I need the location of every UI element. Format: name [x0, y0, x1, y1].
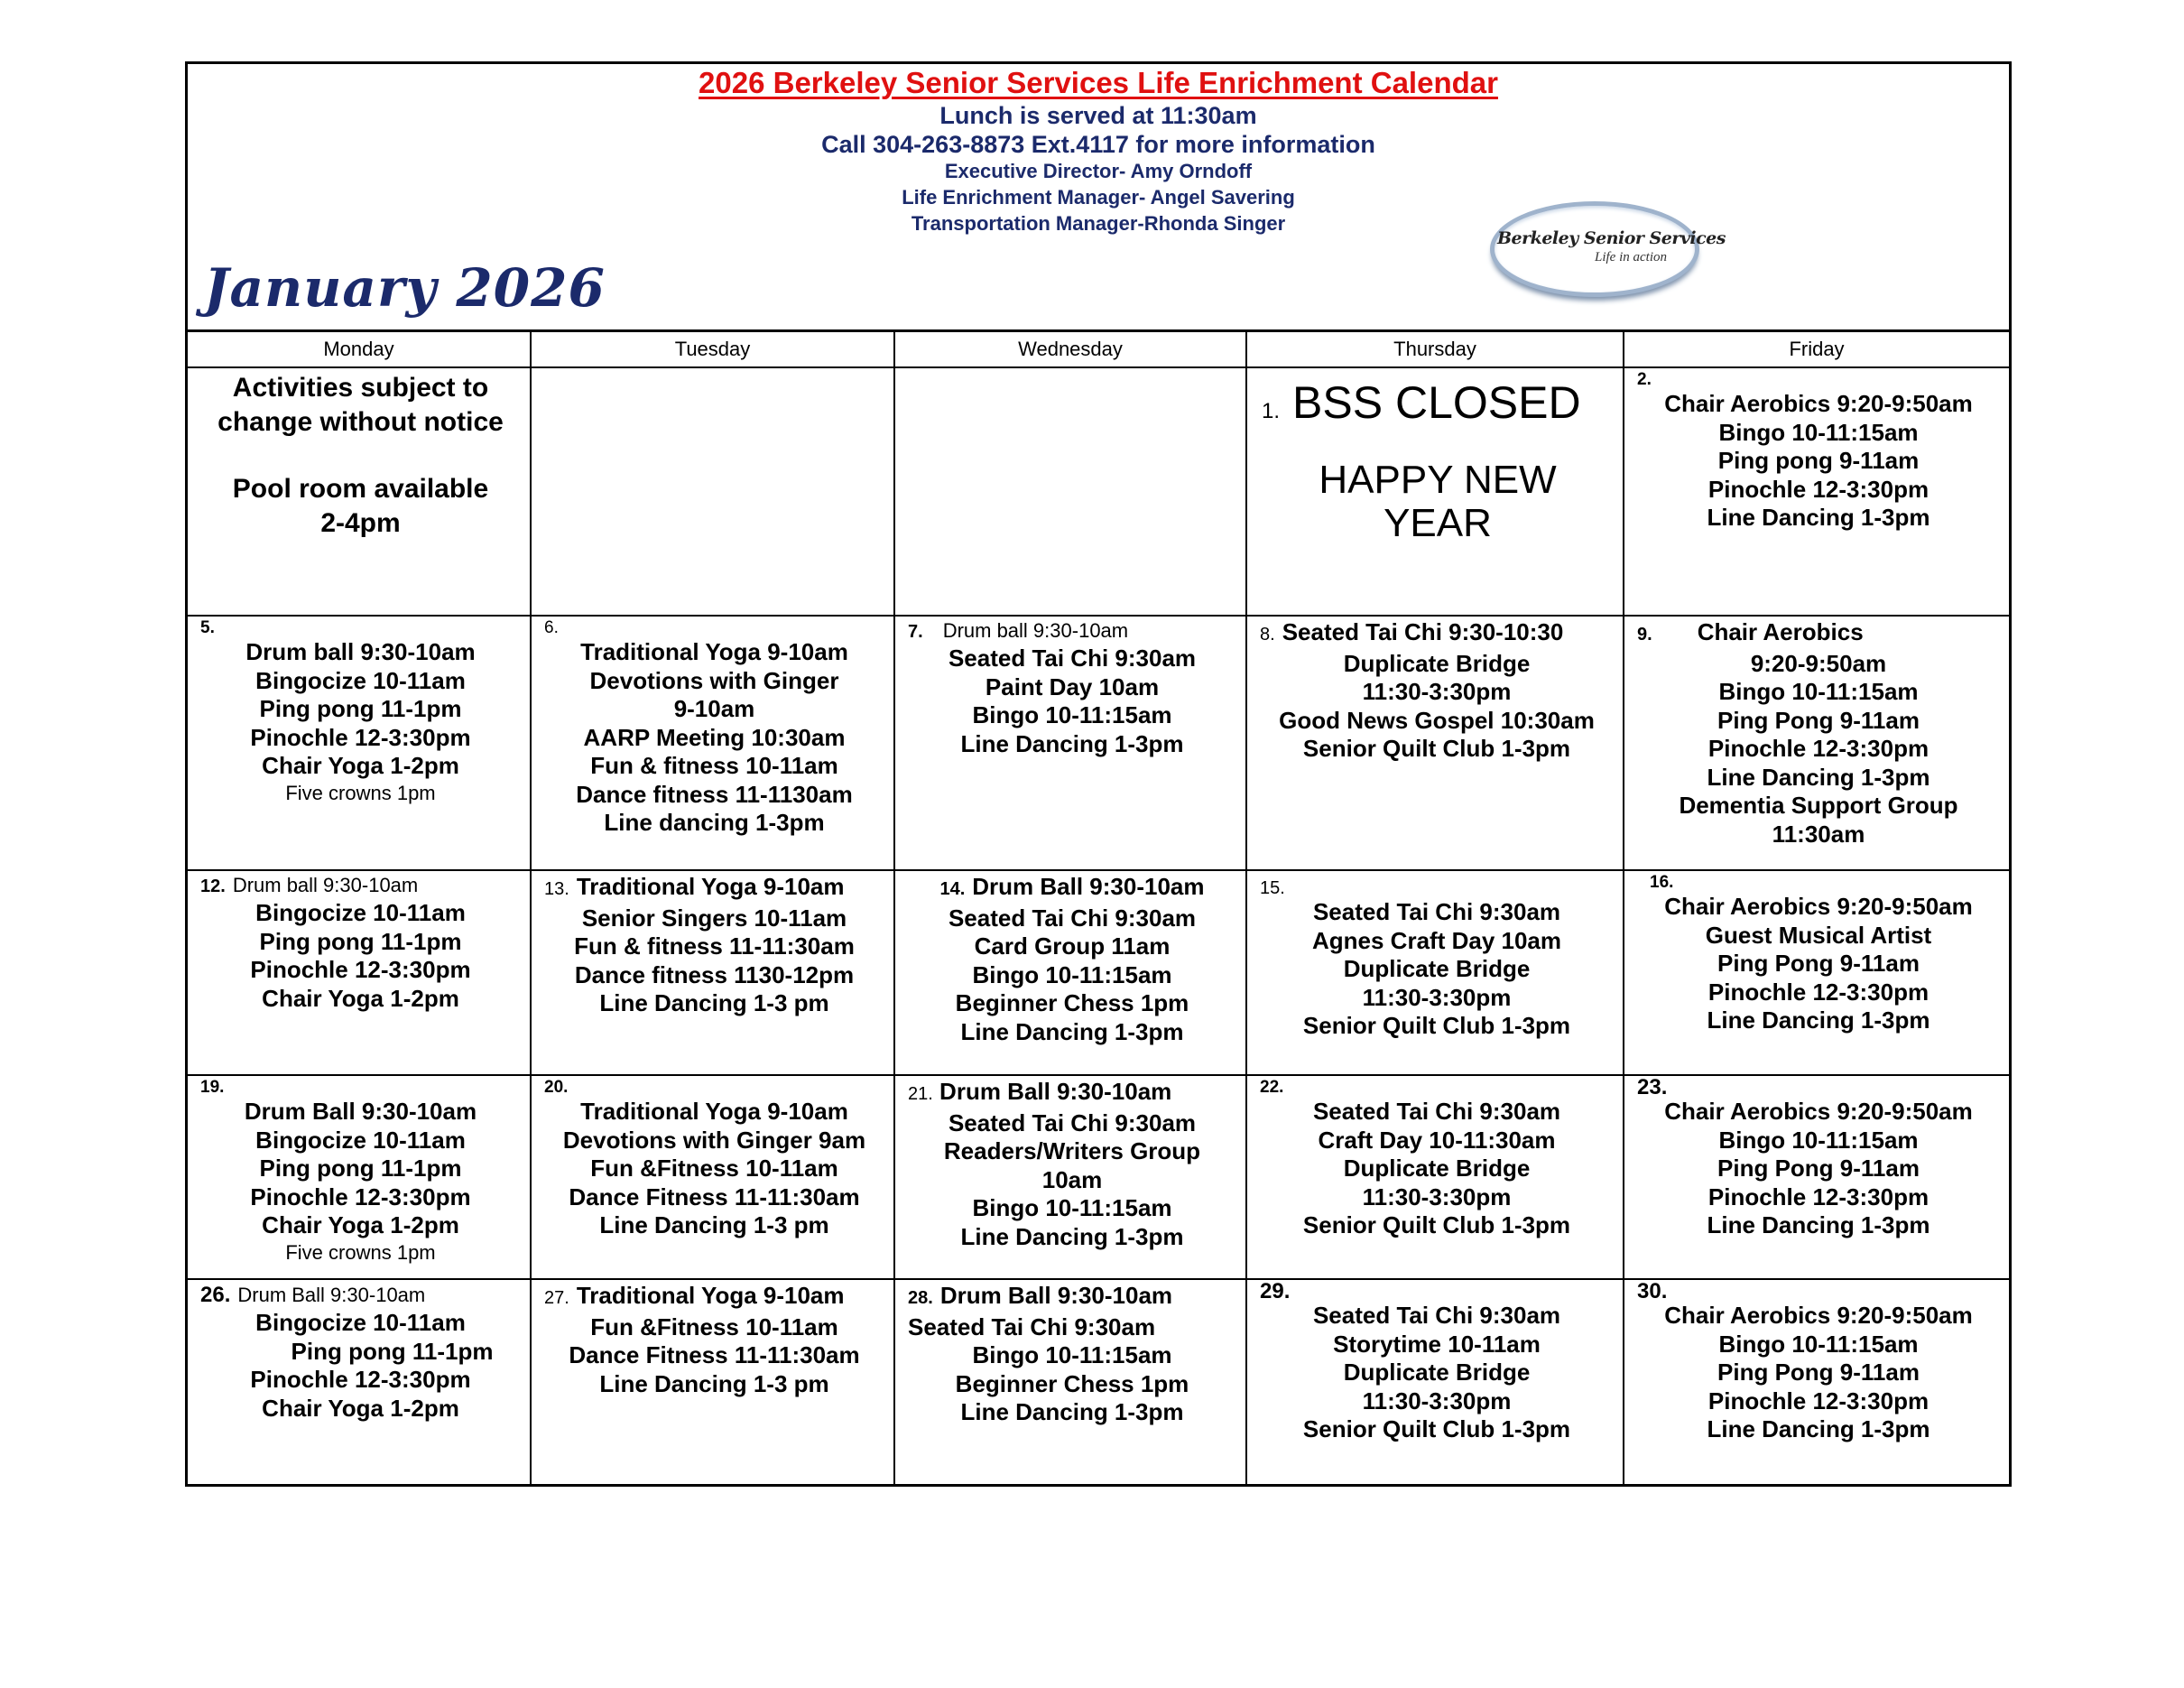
activity: Bingocize 10-11am [255, 666, 466, 694]
activity: Senior Singers 10-11am [581, 904, 847, 932]
day-number: 2. [1637, 370, 1652, 389]
activity: Devotions with Ginger [589, 666, 839, 694]
day-cell-6 [531, 616, 894, 870]
day-number: 30. [1637, 1279, 1668, 1303]
activity: AARP Meeting 10:30am [583, 723, 846, 751]
activity: Chair Aerobics 9:20-9:50am [1664, 390, 1973, 417]
activity: Traditional Yoga 9-10am [580, 638, 848, 665]
day-cell-20 [531, 1075, 894, 1279]
day-number: 8. [1260, 625, 1275, 645]
activity: Ping pong 11-1pm [259, 1155, 462, 1182]
executive-director: Executive Director- Amy Orndoff [944, 160, 1253, 182]
activity: Duplicate Bridge [1343, 1155, 1531, 1182]
empty-day-cell [894, 367, 1246, 616]
activity-text: Drum ball 9:30-10am [232, 874, 419, 896]
activity: Seated Tai Chi 9:30am [948, 1108, 1197, 1136]
day-number: 28. [908, 1288, 933, 1308]
activity: Devotions with Ginger 9am [562, 1126, 866, 1154]
notice-text: change without notice [217, 407, 504, 437]
activity: Duplicate Bridge [1343, 1359, 1531, 1386]
activity: Line Dancing 1-3pm [960, 729, 1184, 757]
day-cell-28 [894, 1279, 1246, 1486]
day-cell-21 [894, 1075, 1246, 1279]
activity: Senior Quilt Club 1-3pm [1302, 1415, 1571, 1442]
activity: Seated Tai Chi 9:30am [908, 1312, 1156, 1340]
day-number: 9. [1637, 625, 1652, 645]
activity: 11:30-3:30pm [1362, 678, 1512, 705]
day-number: 23. [1637, 1075, 1668, 1099]
activity: Bingo 10-11:15am [1718, 678, 1919, 705]
activity: Bingocize 10-11am [255, 1126, 466, 1154]
activity: Fun &Fitness 10-11am [590, 1312, 838, 1340]
activity: Pinochle 12-3:30pm [1707, 1387, 1930, 1414]
activity: Ping pong 11-1pm [259, 695, 462, 722]
activity: 11:30-3:30pm [1362, 983, 1512, 1011]
day-number: 13. [544, 879, 569, 899]
day-number: 16. [1650, 873, 1674, 892]
activity: Dance fitness 1130-12pm [574, 960, 855, 988]
activity [200, 1282, 521, 1309]
activity: Line Dancing 1-3 pm [599, 1211, 829, 1238]
pool-room-text: Pool room available [232, 474, 489, 504]
day-number: 26. [200, 1283, 231, 1307]
day-number: 20. [544, 1078, 569, 1097]
activity: Dance Fitness 11-11:30am [569, 1341, 860, 1368]
activity: Ping Pong 9-11am [1717, 1359, 1920, 1386]
day-number: 19. [200, 1078, 225, 1097]
activity: Chair Aerobics 9:20-9:50am [1664, 1302, 1973, 1329]
day-cell-5 [188, 616, 531, 870]
activity: Pinochle 12-3:30pm [1707, 978, 1930, 1006]
activity: Bingocize 10-11am [255, 899, 466, 926]
activity: Dance fitness 11-1130am [576, 780, 853, 808]
activity: Seated Tai Chi 9:30am [948, 904, 1197, 932]
activity-text: Drum ball 9:30-10am [942, 619, 1129, 642]
activity: Line dancing 1-3pm [604, 809, 825, 836]
day-cell-2 [1624, 367, 2009, 616]
activity-text: Drum Ball 9:30-10am [939, 1282, 1173, 1309]
activity: Ping Pong 9-11am [1717, 950, 1920, 977]
day-cell-9 [1624, 616, 2009, 870]
day-number: 27. [544, 1288, 569, 1308]
week-row [188, 367, 2009, 616]
activity: Pinochle 12-3:30pm [1707, 1183, 1930, 1210]
contact-info: Call 304-263-8873 Ext.4117 for more information [821, 131, 1375, 158]
weekday-tuesday: Tuesday [531, 331, 894, 368]
activity: Line Dancing 1-3pm [960, 1398, 1184, 1425]
activity: Agnes Craft Day 10am [1312, 926, 1561, 954]
activity: Pinochle 12-3:30pm [250, 1366, 471, 1393]
day-number: 1. [1262, 399, 1281, 423]
activity: Line Dancing 1-3pm [1707, 504, 1930, 531]
activity: Seated Tai Chi 9:30am [1312, 1302, 1561, 1329]
day-cell-23 [1624, 1075, 2009, 1279]
activity: 11:30am [1772, 820, 1865, 848]
activity: Craft Day 10-11:30am [1318, 1126, 1556, 1154]
activity [544, 873, 884, 904]
activity: Drum ball 9:30-10am [245, 638, 476, 665]
activity: Seated Tai Chi 9:30am [1312, 898, 1561, 925]
activity: Senior Quilt Club 1-3pm [1302, 1211, 1571, 1238]
activity: Beginner Chess 1pm [955, 1369, 1189, 1397]
activity: Chair Aerobics 9:20-9:50am [1664, 893, 1973, 920]
activity [908, 618, 1236, 645]
activity: Line Dancing 1-3pm [1707, 1006, 1930, 1034]
activity: Five crowns 1pm [285, 1240, 436, 1264]
activity: Line Dancing 1-3pm [1707, 1211, 1930, 1238]
logo-name: Berkeley Senior Services [1497, 228, 1726, 248]
activity: Ping Pong 9-11am [1717, 1155, 1920, 1182]
activity: Bingocize 10-11am [255, 1309, 466, 1336]
logo-ring-icon [1490, 201, 1699, 297]
activity: Pinochle 12-3:30pm [1707, 475, 1930, 503]
activity: Pinochle 12-3:30pm [250, 723, 471, 751]
empty-day-cell [531, 367, 894, 616]
day-cell-7 [894, 616, 1246, 870]
activity: Chair Yoga 1-2pm [262, 1211, 459, 1238]
activity: 9:20-9:50am [1750, 649, 1887, 677]
notes-cell [188, 367, 531, 616]
week-row [188, 616, 2009, 870]
activity: Bingo 10-11:15am [972, 1341, 1172, 1368]
activity: 11:30-3:30pm [1362, 1183, 1512, 1210]
day-cell-30 [1624, 1279, 2009, 1486]
activity: Bingo 10-11:15am [1718, 418, 1919, 446]
day-cell-1 [1246, 367, 1624, 616]
lunch-info: Lunch is served at 11:30am [939, 102, 1257, 129]
activity: Duplicate Bridge [1343, 955, 1531, 982]
activity: Pinochle 12-3:30pm [250, 1183, 471, 1210]
activity-text: Traditional Yoga 9-10am [576, 873, 845, 900]
closed-text: BSS CLOSED [1292, 377, 1581, 428]
activity: Ping pong 11-1pm [259, 927, 462, 955]
day-cell-22 [1246, 1075, 1624, 1279]
day-number: 15. [1260, 878, 1285, 898]
closed-notice [1262, 376, 1614, 439]
calendar-title-text: 2026 Berkeley Senior Services Life Enrichment Calendar [699, 66, 1498, 99]
activity [908, 1282, 1236, 1313]
day-number: 5. [200, 618, 215, 637]
day-cell-26 [188, 1279, 531, 1486]
day-cell-19 [188, 1075, 531, 1279]
calendar-header [188, 64, 2009, 329]
activity: 10am [1041, 1165, 1103, 1193]
activity: Ping pong 11-1pm [291, 1337, 494, 1365]
activity: Guest Musical Artist [1705, 921, 1932, 949]
activity: Line Dancing 1-3 pm [599, 1369, 829, 1397]
activity: 11:30-3:30pm [1362, 1387, 1512, 1414]
week-row [188, 870, 2009, 1075]
activity [908, 1078, 1236, 1109]
day-cell-27 [531, 1279, 894, 1486]
day-number: 14. [939, 879, 966, 899]
activity-text: Drum Ball 9:30-10am [237, 1284, 426, 1306]
activity: 9-10am [673, 695, 755, 722]
activity: Pinochle 12-3:30pm [1707, 735, 1930, 762]
day-cell-14 [894, 870, 1246, 1075]
notice-text: Activities subject to [232, 373, 489, 403]
activity [200, 873, 521, 899]
activity-text: Chair Aerobics [1697, 618, 1864, 645]
activity: Seated Tai Chi 9:30am [1312, 1098, 1561, 1125]
activity: Fun &Fitness 10-11am [590, 1155, 838, 1182]
activity: Traditional Yoga 9-10am [580, 1098, 848, 1125]
week-row [188, 1279, 2009, 1486]
activity: Dementia Support Group [1679, 792, 1958, 819]
day-number: 21. [908, 1084, 933, 1104]
activity [1260, 618, 1614, 650]
activity: Bingo 10-11:15am [972, 701, 1172, 728]
day-number: 22. [1260, 1078, 1284, 1097]
activity: Line Dancing 1-3pm [960, 1222, 1184, 1250]
activity-text: Drum Ball 9:30-10am [939, 1078, 1172, 1105]
holiday-text: YEAR [1384, 501, 1492, 545]
calendar-grid [188, 329, 2009, 1486]
calendar-page [185, 61, 2012, 1487]
day-cell-16 [1624, 870, 2009, 1075]
activity: Bingo 10-11:15am [1718, 1330, 1919, 1358]
weekday-wednesday: Wednesday [894, 331, 1246, 368]
activity: Good News Gospel 10:30am [1279, 706, 1595, 734]
holiday-text: HAPPY NEW [1319, 458, 1557, 502]
activity: Fun & fitness 11-11:30am [574, 932, 855, 960]
activity: Drum Ball 9:30-10am [244, 1098, 477, 1125]
day-cell-8 [1246, 616, 1624, 870]
activity [544, 1282, 884, 1313]
activity: Dance Fitness 11-11:30am [569, 1183, 860, 1210]
activity: Line Dancing 1-3pm [1707, 763, 1930, 791]
day-cell-12 [188, 870, 531, 1075]
activity: Line Dancing 1-3 pm [599, 989, 829, 1016]
weekday-thursday: Thursday [1246, 331, 1624, 368]
activity: Ping pong 9-11am [1717, 447, 1920, 474]
activity: Beginner Chess 1pm [955, 989, 1189, 1016]
day-cell-29 [1246, 1279, 1624, 1486]
transportation-manager: Transportation Manager-Rhonda Singer [911, 212, 1286, 235]
day-number: 6. [544, 618, 559, 637]
activity: Seated Tai Chi 9:30am [948, 645, 1197, 672]
activity: Ping Pong 9-11am [1717, 706, 1920, 734]
activity: Fun & fitness 10-11am [590, 752, 838, 779]
activity: Line Dancing 1-3pm [1707, 1415, 1930, 1442]
activity: Card Group 11am [974, 932, 1171, 960]
day-number: 7. [908, 622, 923, 642]
activity: Line Dancing 1-3pm [960, 1017, 1184, 1045]
day-number: 12. [200, 876, 226, 896]
activity: Bingo 10-11:15am [972, 1194, 1172, 1221]
activity: Chair Yoga 1-2pm [262, 752, 459, 779]
weekday-friday: Friday [1624, 331, 2009, 368]
weekday-header-row [188, 331, 2009, 368]
activity: Chair Yoga 1-2pm [262, 984, 459, 1012]
calendar-title [188, 66, 2009, 100]
activity: Storytime 10-11am [1333, 1330, 1541, 1358]
activity: Bingo 10-11:15am [1718, 1126, 1919, 1154]
activity: Paint Day 10am [985, 672, 1160, 700]
pool-room-hours: 2-4pm [320, 508, 401, 538]
activity: Chair Yoga 1-2pm [262, 1394, 459, 1422]
day-cell-15 [1246, 870, 1624, 1075]
bss-logo [1485, 194, 1726, 299]
activity: Five crowns 1pm [285, 781, 436, 804]
weekday-monday: Monday [188, 331, 531, 368]
activity-text: Seated Tai Chi 9:30-10:30 [1282, 618, 1564, 645]
activity: Senior Quilt Club 1-3pm [1302, 1012, 1571, 1039]
activity-text: Drum Ball 9:30-10am [972, 873, 1205, 900]
life-enrichment-manager: Life Enrichment Manager- Angel Savering [902, 186, 1295, 209]
activity: Senior Quilt Club 1-3pm [1302, 735, 1571, 762]
day-cell-13 [531, 870, 894, 1075]
logo-tagline: Life in action [1595, 250, 1667, 264]
activity: Chair Aerobics 9:20-9:50am [1664, 1098, 1973, 1125]
activity: Bingo 10-11:15am [972, 960, 1172, 988]
activity-text: Traditional Yoga 9-10am [576, 1282, 845, 1309]
week-row [188, 1075, 2009, 1279]
activity: Readers/Writers Group [943, 1137, 1201, 1164]
activity: Pinochle 12-3:30pm [250, 956, 471, 983]
activity [908, 873, 1236, 904]
activity [1637, 618, 2000, 650]
day-number: 29. [1260, 1279, 1291, 1303]
activity: Duplicate Bridge [1343, 649, 1531, 677]
month-title: January 2026 [204, 257, 606, 319]
